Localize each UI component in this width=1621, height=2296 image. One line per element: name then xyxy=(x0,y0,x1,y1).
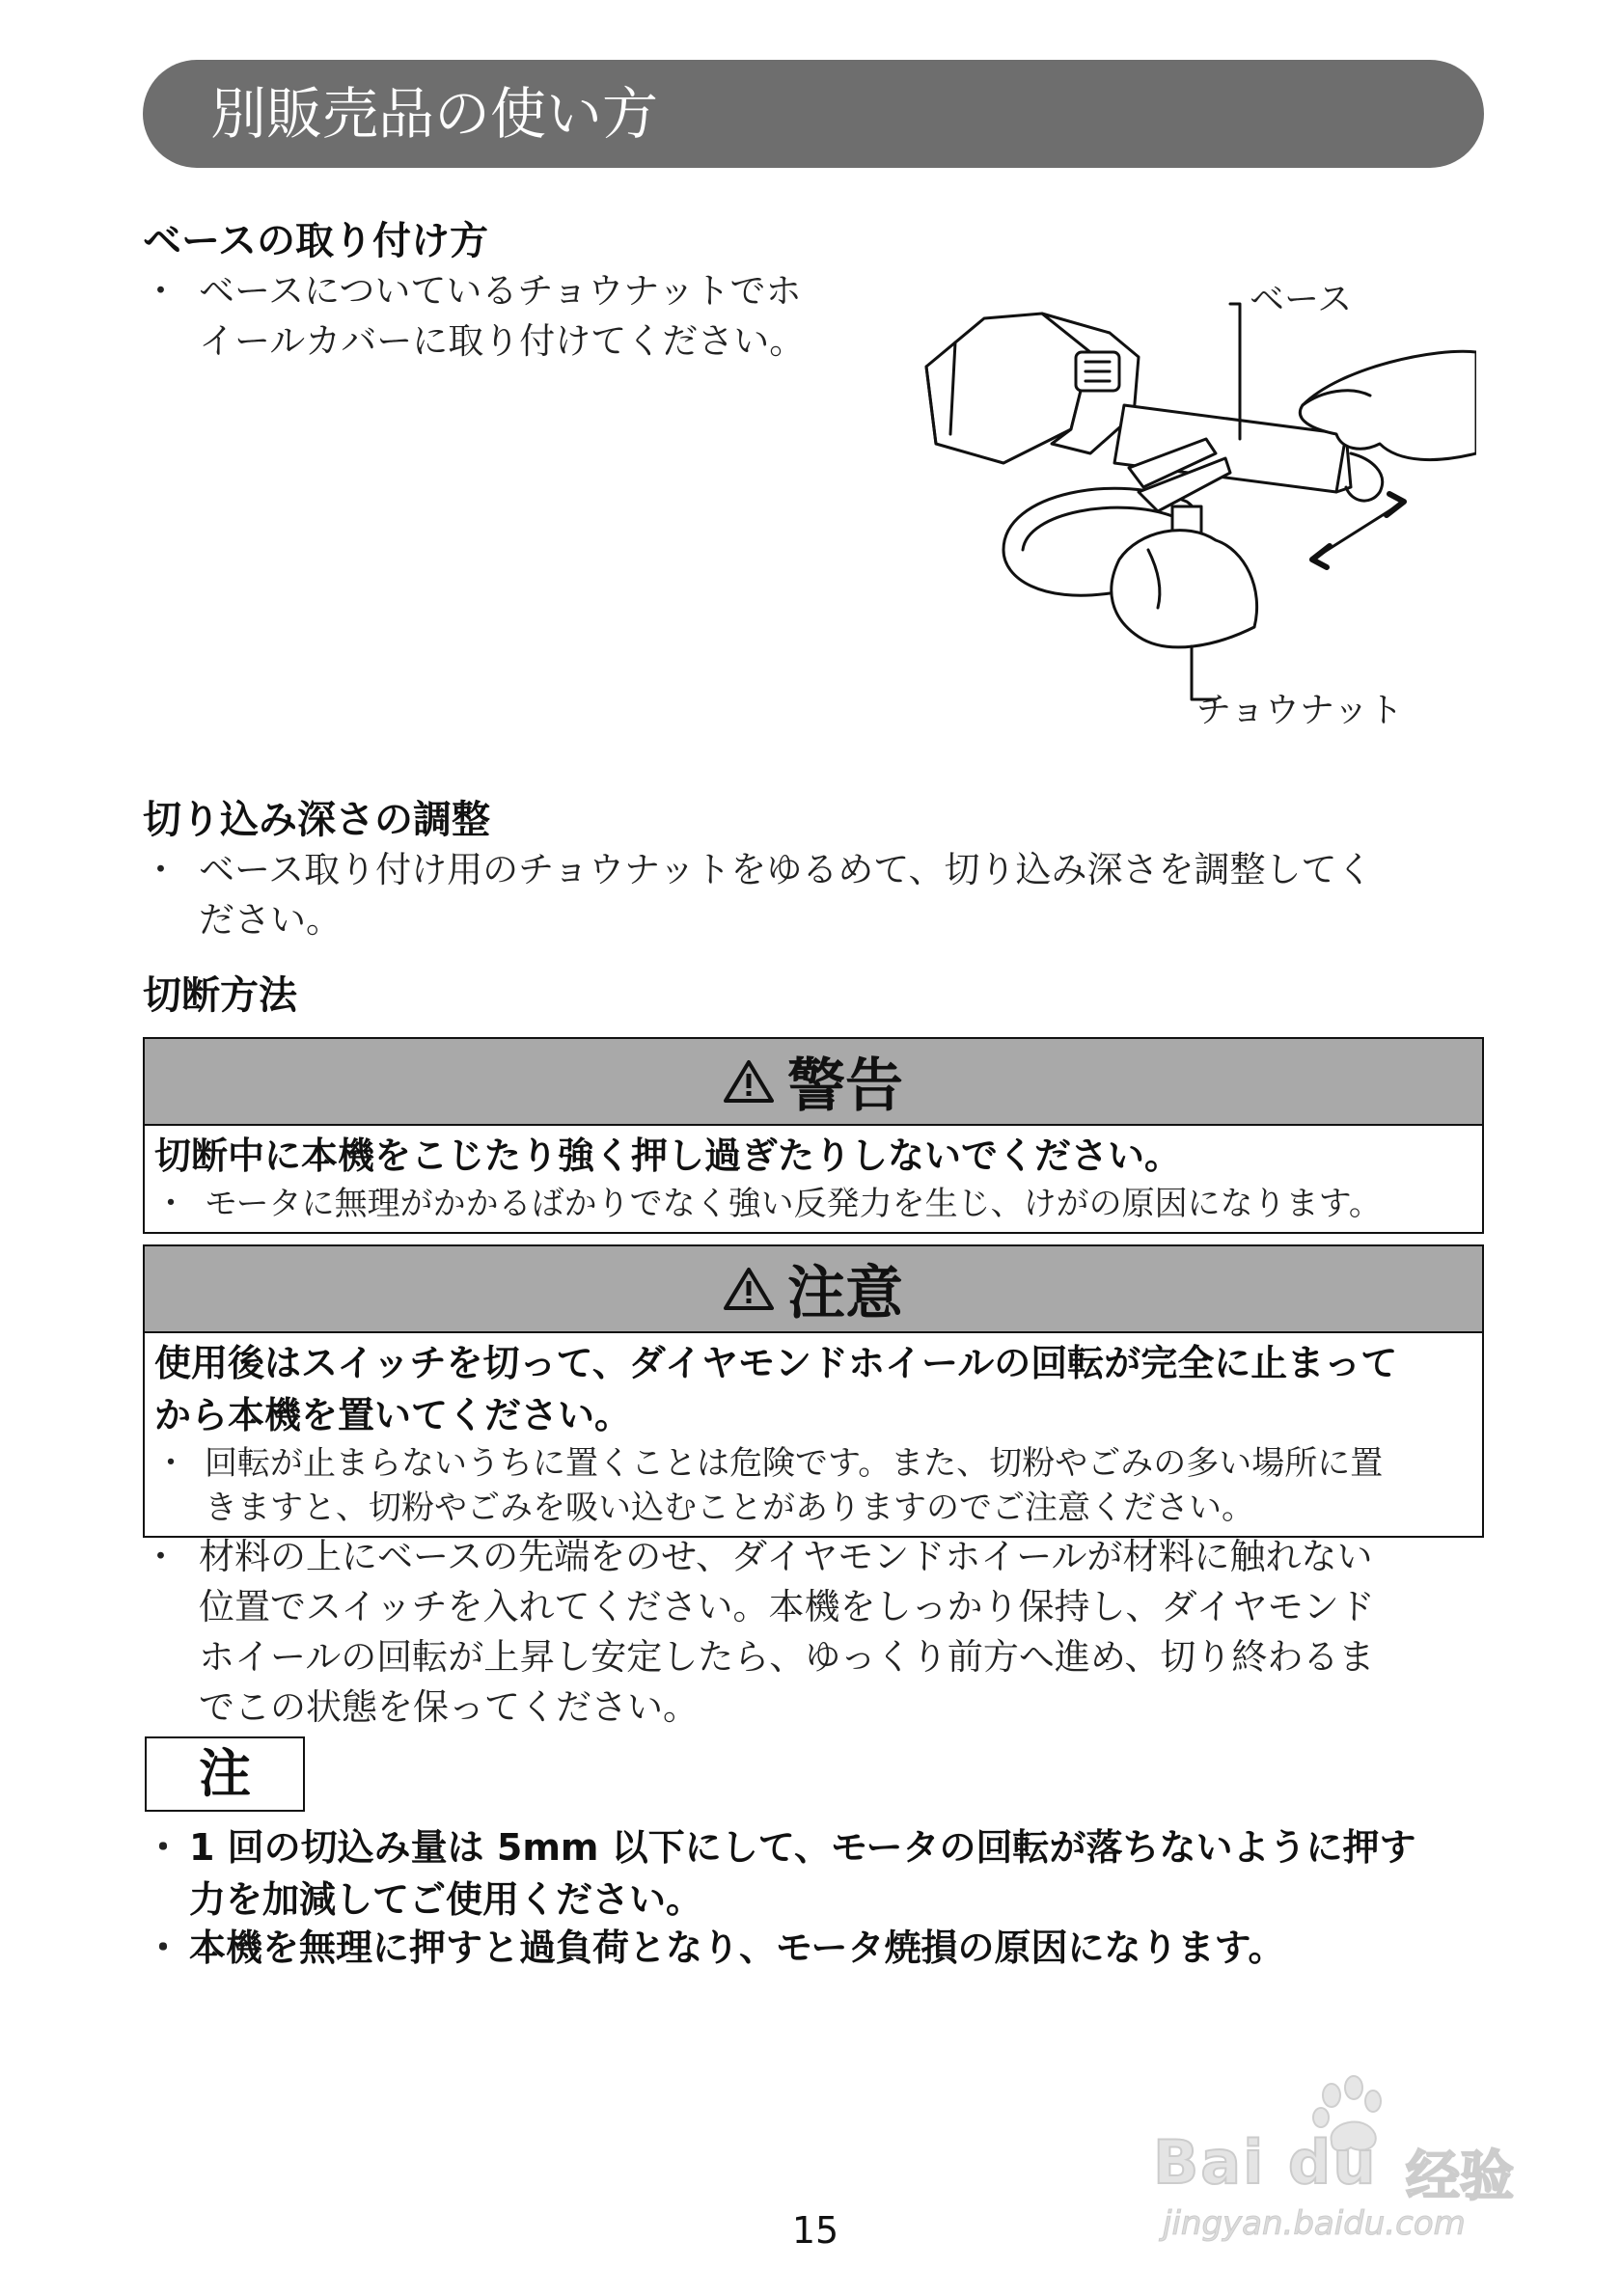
warning-box xyxy=(143,1037,1484,1234)
warning-triangle-icon xyxy=(724,1267,774,1311)
caution-box xyxy=(143,1244,1484,1538)
procedure-line-3: ホイールの回転が上昇し安定したら、ゆっくり前方へ進め、切り終わるま xyxy=(199,1636,1375,1678)
depth-bullet xyxy=(143,845,1373,945)
base-bullet xyxy=(143,266,805,367)
note-item-1-line-2: 力を加減してご使用ください。 xyxy=(189,1878,703,1921)
baidu-watermark xyxy=(1153,2074,1558,2243)
warning-title: 警告 xyxy=(787,1052,903,1120)
procedure-line-1: 材料の上にベースの先端をのせ、ダイヤモンドホイールが材料に触れない xyxy=(199,1536,1373,1577)
caution-strong-line-1: 使用後はスイッチを切って、ダイヤモンドホイールの回転が完全に止まって xyxy=(154,1342,1398,1384)
warning-header xyxy=(145,1039,1482,1126)
bullet-mark: ・ xyxy=(145,1927,182,1969)
section-heading-base: ベースの取り付け方 xyxy=(143,219,488,263)
page-title: 別販売品の使い方 xyxy=(143,60,1484,168)
bullet-mark: ・ xyxy=(143,1536,179,1577)
figure-label-wing-nut: チョウナット xyxy=(1196,691,1404,730)
bullet-mark: ・ xyxy=(143,270,179,312)
procedure-bullet xyxy=(143,1532,1375,1733)
procedure-line-4: でこの状態を保ってください。 xyxy=(199,1686,699,1728)
procedure-line-2: 位置でスイッチを入れてください。本機をしっかり保持し、ダイヤモンド xyxy=(199,1586,1375,1627)
bullet-mark: ・ xyxy=(154,1444,187,1483)
watermark-product: 经验 xyxy=(1406,2146,1514,2208)
watermark-url: jingyan.baidu.com xyxy=(1163,2204,1466,2243)
caution-title: 注意 xyxy=(787,1260,903,1327)
note-item-2 xyxy=(145,1922,1284,1974)
depth-bullet-line-1: ベース取り付け用のチョウナットをゆるめて、切り込み深さを調整してく xyxy=(199,849,1373,890)
bullet-mark: ・ xyxy=(143,849,179,890)
base-bullet-line-2: イールカバーに取り付けてください。 xyxy=(199,320,806,362)
note-item-2-line-1: 本機を無理に押すと過負荷となり、モータ焼損の原因になります。 xyxy=(189,1927,1285,1969)
section-heading-depth: 切り込み深さの調整 xyxy=(143,798,490,842)
warning-triangle-icon xyxy=(724,1059,774,1104)
caution-note-line-2: きますと、切粉やごみを吸い込むことがありますのでご注意ください。 xyxy=(205,1489,1254,1527)
warning-strong: 切断中に本機をこじたり強く押し過ぎたりしないでください。 xyxy=(154,1134,1182,1177)
bullet-mark: ・ xyxy=(154,1185,187,1223)
bullet-mark: ・ xyxy=(145,1826,182,1869)
caution-header xyxy=(145,1246,1482,1333)
watermark-brand: Bai du xyxy=(1153,2127,1378,2198)
page-number: 15 xyxy=(791,2209,839,2252)
figure-label-base: ベース xyxy=(1250,280,1353,319)
base-bullet-line-1: ベースについているチョウナットでホ xyxy=(199,270,802,312)
grinder-base-illustration xyxy=(897,260,1476,743)
depth-bullet-line-2: ださい。 xyxy=(199,899,342,941)
caution-strong-line-2: から本機を置いてください。 xyxy=(154,1394,632,1436)
note-item-1-line-1: 1 回の切込み量は 5mm 以下にして、モータの回転が落ちないように押す xyxy=(189,1826,1416,1869)
section-heading-cut: 切断方法 xyxy=(143,973,297,1018)
caution-note-line-1: 回転が止まらないうちに置くことは危険です。また、切粉やごみの多い場所に置 xyxy=(205,1444,1384,1483)
note-item-1 xyxy=(145,1821,1415,1926)
note-label: 注 xyxy=(145,1736,305,1812)
warning-note: モータに無理がかかるばかりでなく強い反発力を生じ、けがの原因になります。 xyxy=(205,1185,1382,1223)
